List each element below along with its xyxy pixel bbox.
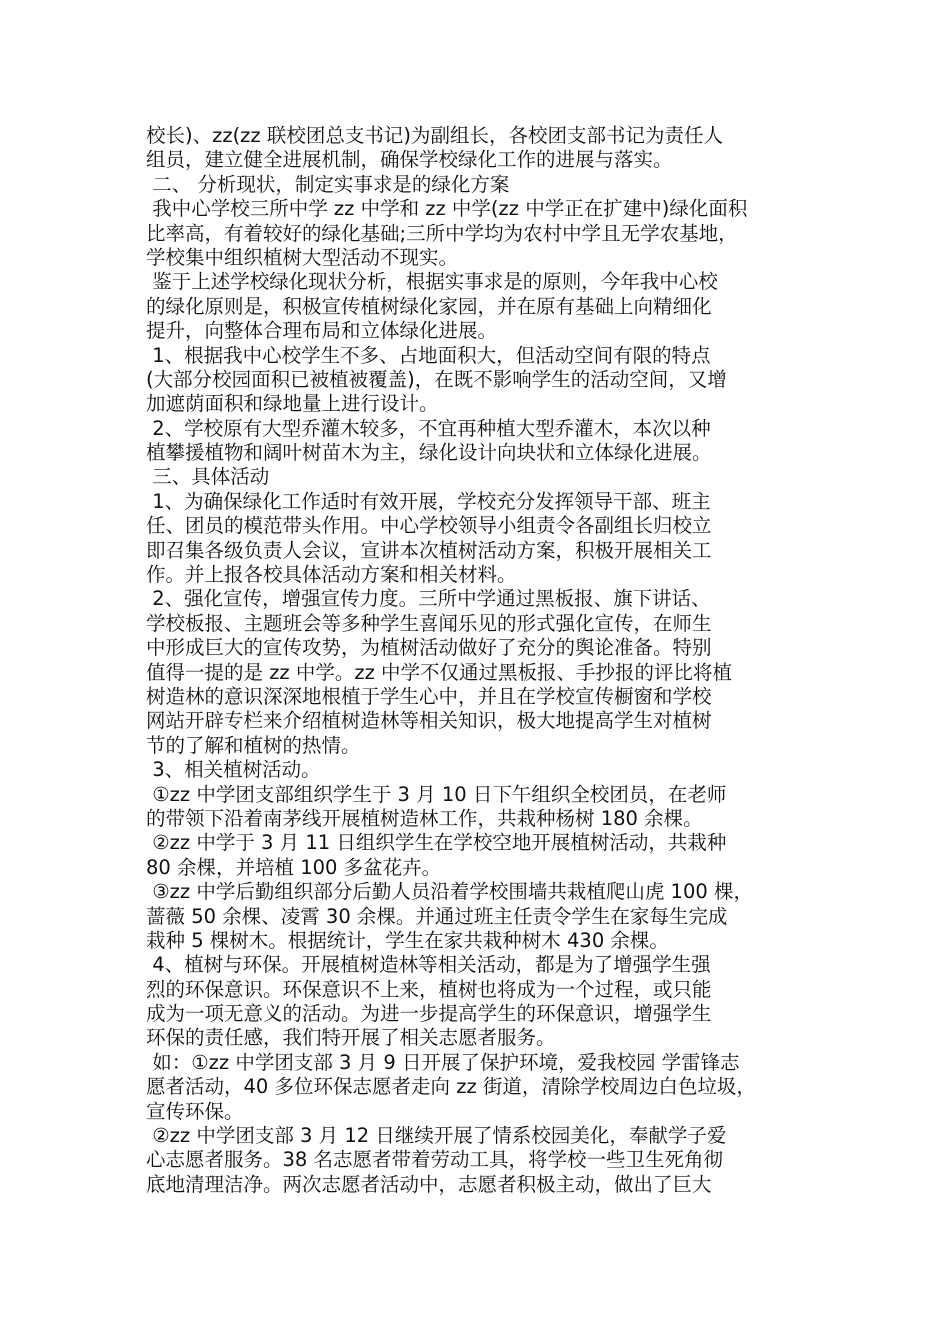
text-line: 网站开辟专栏来介绍植树造林等相关知识，极大地提高学生对植树 xyxy=(146,709,712,733)
text-line: 1、为确保绿化工作适时有效开展，学校充分发挥领导干部、班主 xyxy=(146,489,711,513)
text-line: 中形成巨大的宣传攻势，为植树活动做好了充分的舆论准备。特别 xyxy=(146,636,712,660)
text-line: 3、相关植树活动。 xyxy=(146,758,321,782)
text-line: 即召集各级负责人会议，宣讲本次植树活动方案，积极开展相关工 xyxy=(146,538,712,562)
text-line: 心志愿者服务。38 名志愿者带着劳动工具，将学校一些卫生死角彻 xyxy=(146,1148,724,1172)
text-line: 2、强化宣传，增强宣传力度。三所中学通过黑板报、旗下讲话、 xyxy=(146,587,711,611)
text-line: ②zz 中学于 3 月 11 日组织学生在学校空地开展植树活动，共栽种 xyxy=(146,831,727,855)
text-line: 鉴于上述学校绿化现状分析，根据实事求是的原则，今年我中心校 xyxy=(146,270,718,294)
text-line: (大部分校园面积已被植被覆盖)，在既不影响学生的活动空间，又增 xyxy=(146,367,727,391)
text-line: 的带领下沿着南茅线开展植树造林工作，共栽种杨树 180 余棵。 xyxy=(146,806,703,830)
text-line: 底地清理洁净。两次志愿者活动中，志愿者积极主动，做出了巨大 xyxy=(146,1172,712,1196)
text-line: 如：①zz 中学团支部 3 月 9 日开展了保护环境，爱我校园 学雷锋志 xyxy=(146,1050,740,1074)
text-line: ②zz 中学团支部 3 月 12 日继续开展了情系校园美化，奉献学子爱 xyxy=(146,1124,727,1148)
text-line: 校长)、zz(zz 联校团总支书记)为副组长，各校团支部书记为责任人 xyxy=(146,124,723,147)
text-line: 植攀援植物和阔叶树苗木为主，绿化设计向块状和立体绿化进展。 xyxy=(146,441,712,465)
text-line: ③zz 中学后勤组织部分后勤人员沿着学校围墙共栽植爬山虎 100 棵， xyxy=(146,880,753,904)
text-line: 值得一提的是 zz 中学。zz 中学不仅通过黑板报、手抄报的评比将植 xyxy=(146,660,733,684)
text-line: 节的了解和植树的热情。 xyxy=(146,733,361,757)
text-line: 2、学校原有大型乔灌木较多，不宜再种植大型乔灌木，本次以种 xyxy=(146,416,711,440)
text-line: 树造林的意识深深地根植于学生心中，并且在学校宣传橱窗和学校 xyxy=(146,684,712,708)
text-line: 1、根据我中心校学生不多、占地面积大，但活动空间有限的特点 xyxy=(146,343,711,367)
text-line: 加遮荫面积和绿地量上进行设计。 xyxy=(146,392,439,416)
text-line: 提升，向整体合理布局和立体绿化进展。 xyxy=(146,319,498,343)
text-line: 宣传环保。 xyxy=(146,1099,244,1123)
text-line: 学校集中组织植树大型活动不现实。 xyxy=(146,245,459,269)
text-line: 的绿化原则是，积极宣传植树绿化家园，并在原有基础上向精细化 xyxy=(146,294,712,318)
text-line: 任、团员的模范带头作用。中心学校领导小组责令各副组长归校立 xyxy=(146,514,712,538)
text-line: 蔷薇 50 余棵、凌霄 30 余棵。并通过班主任责令学生在家每生完成 xyxy=(146,904,728,928)
text-line: 4、植树与环保。开展植树造林等相关活动，都是为了增强学生强 xyxy=(146,953,711,977)
text-line: 作。并上报各校具体活动方案和相关材料。 xyxy=(146,563,517,587)
text-line: 栽种 5 棵树木。根据统计，学生在家共栽种树木 430 余棵。 xyxy=(146,928,669,952)
text-line: 比率高，有着较好的绿化基础;三所中学均为农村中学且无学农基地， xyxy=(146,221,738,245)
text-line: 学校板报、主题班会等多种学生喜闻乐见的形式强化宣传，在师生 xyxy=(146,611,712,635)
text-line: 成为一项无意义的活动。为进一步提高学生的环保意识，增强学生 xyxy=(146,1002,712,1026)
text-line: 二、 分析现状，制定实事求是的绿化方案 xyxy=(146,172,510,196)
text-line: 三、具体活动 xyxy=(146,465,270,489)
text-line: 组员，建立健全进展机制，确保学校绿化工作的进展与落实。 xyxy=(146,148,673,172)
text-line: 环保的责任感，我们特开展了相关志愿者服务。 xyxy=(146,1026,556,1050)
text-line: 我中心学校三所中学 zz 中学和 zz 中学(zz 中学正在扩建中)绿化面积 xyxy=(146,197,748,221)
text-line: 烈的环保意识。环保意识不上来，植树也将成为一个过程，或只能 xyxy=(146,977,712,1001)
document-body xyxy=(146,124,826,1197)
text-line: 愿者活动，40 多位环保志愿者走向 zz 街道，清除学校周边白色垃圾， xyxy=(146,1075,756,1099)
text-line: ①zz 中学团支部组织学生于 3 月 10 日下午组织全校团员，在老师 xyxy=(146,782,727,806)
text-line: 80 余棵，并培植 100 多盆花卉。 xyxy=(146,855,442,879)
